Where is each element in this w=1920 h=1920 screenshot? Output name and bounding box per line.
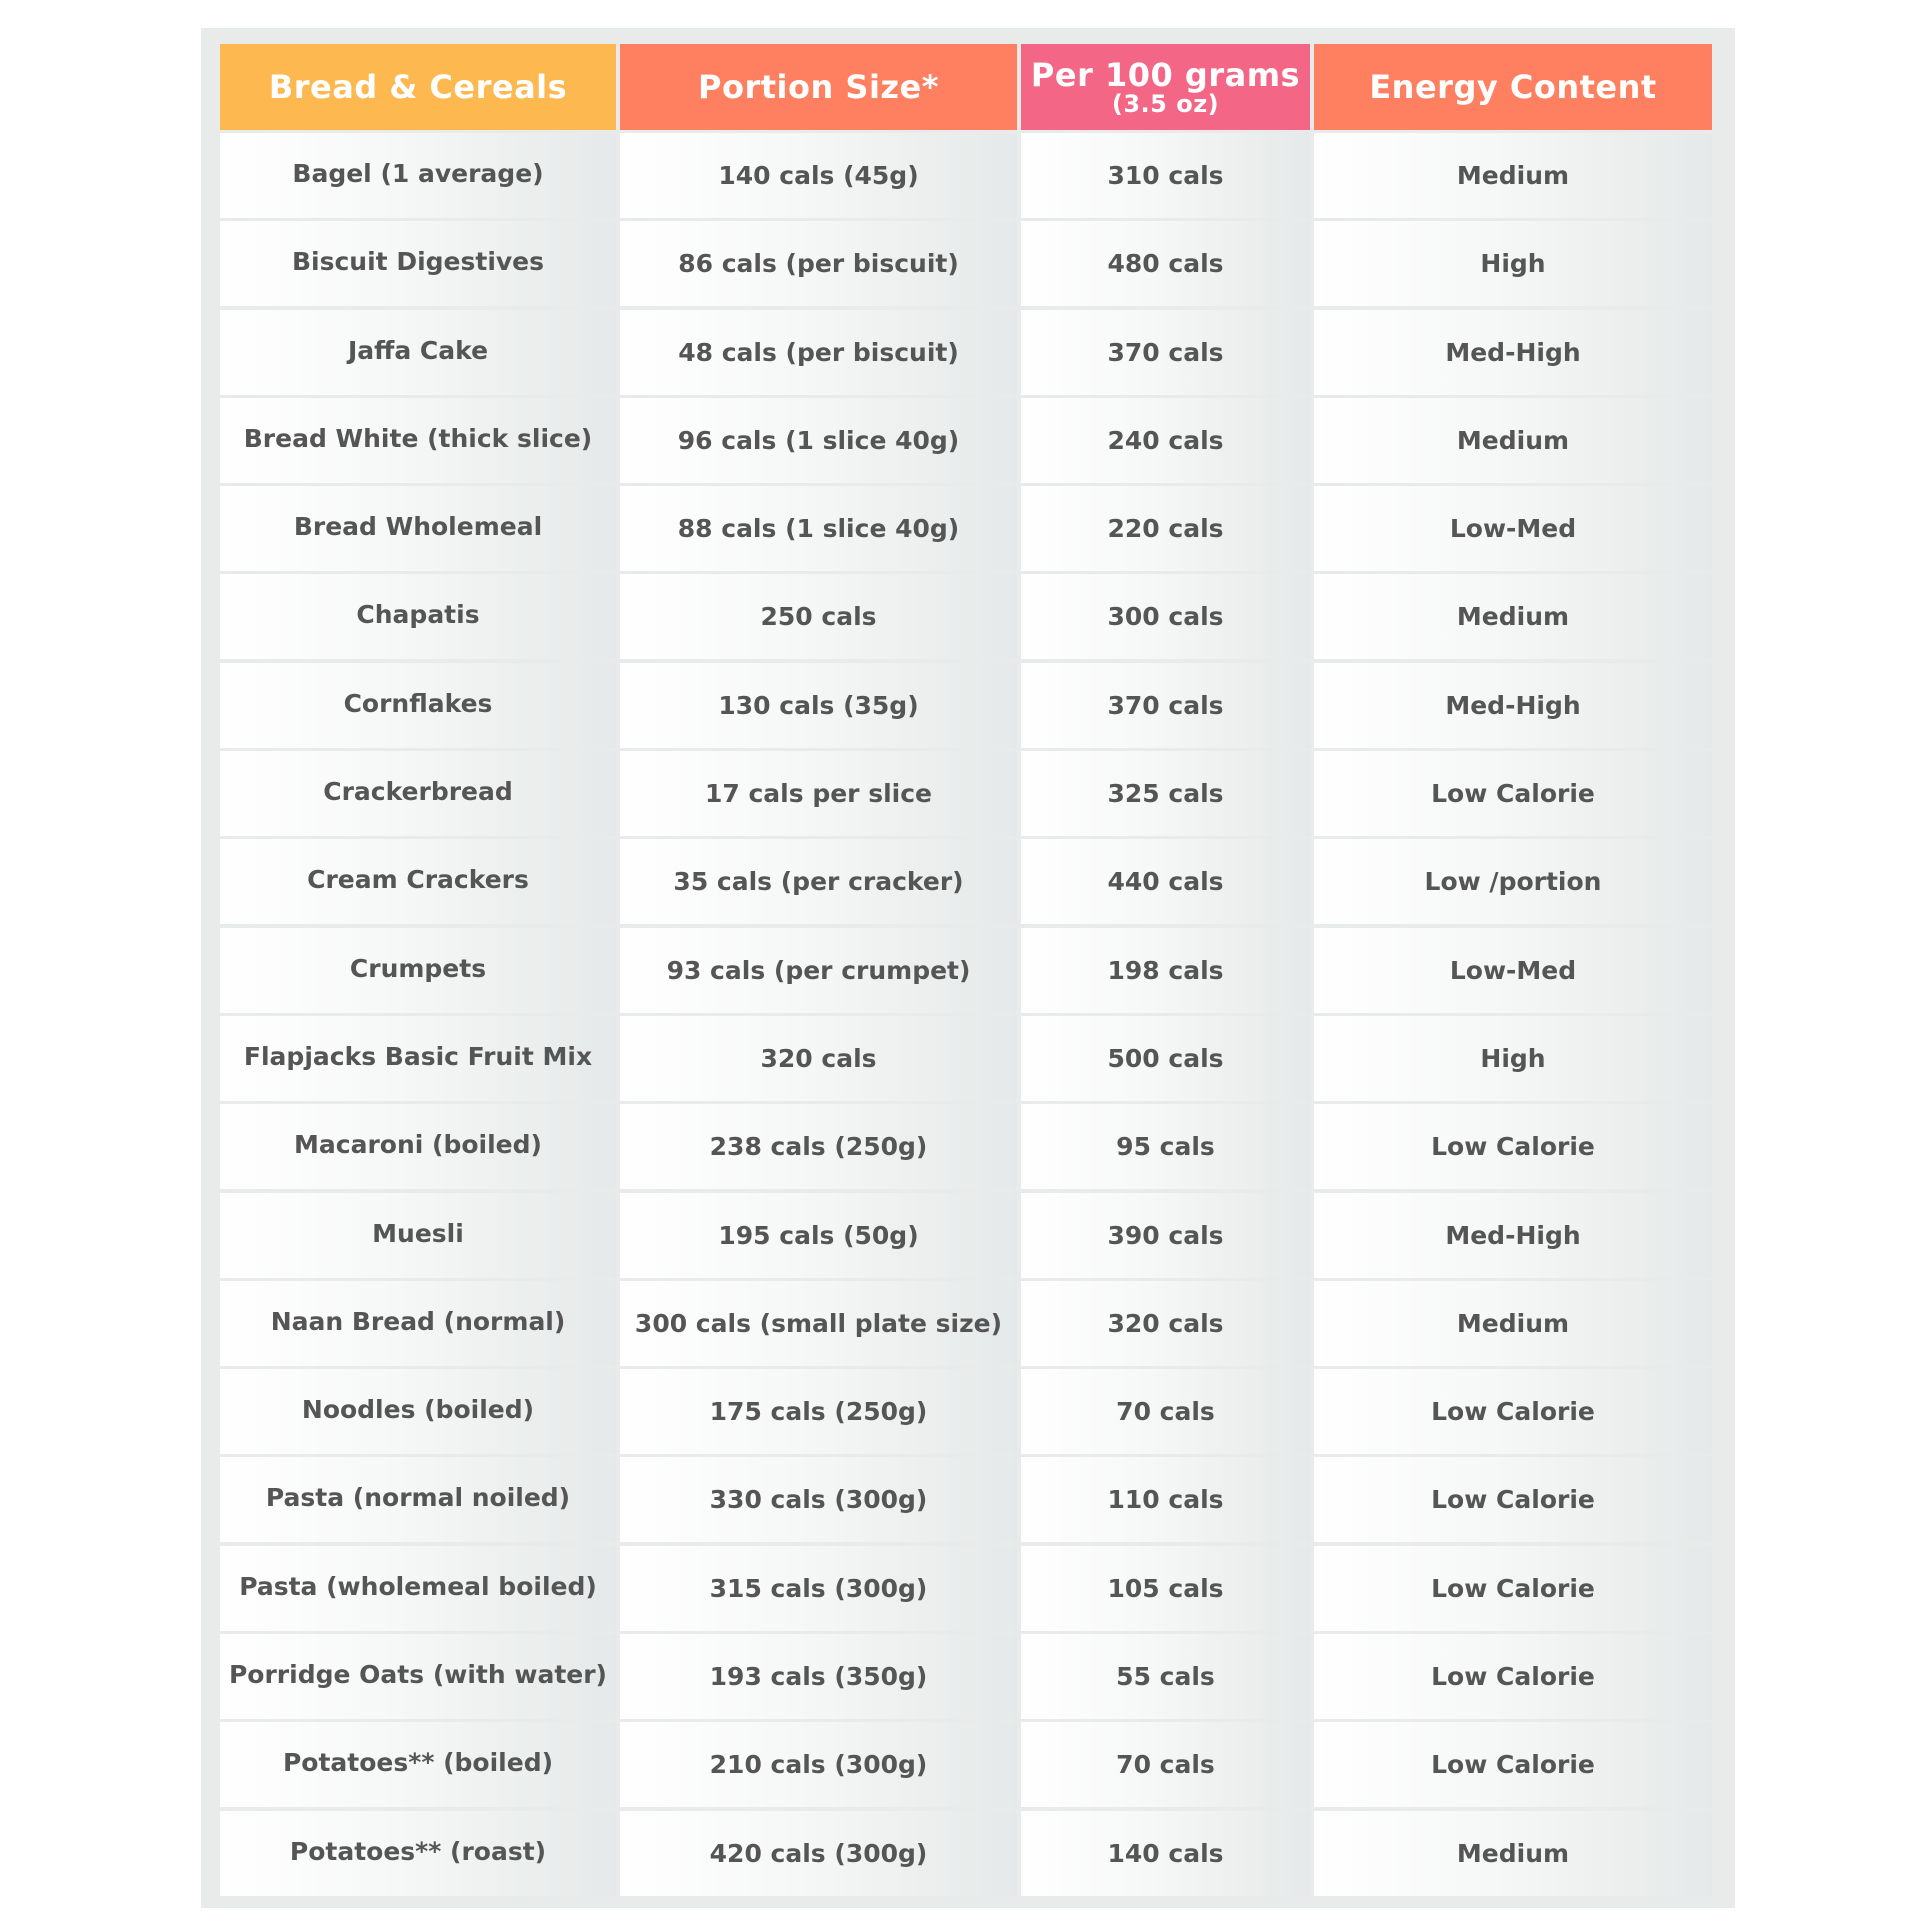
cell-food: [220, 1193, 616, 1278]
cell-portion-size-text: 238 cals (250g): [709, 1132, 928, 1162]
cell-per-100-grams: [1021, 839, 1310, 924]
cell-food-text: Cream Crackers: [307, 865, 529, 895]
cell-food: [220, 133, 616, 218]
cell-energy-content-text: Low-Med: [1449, 955, 1577, 985]
cell-energy-content: [1314, 310, 1712, 395]
cell-portion-size-text: 93 cals (per crumpet): [666, 955, 971, 985]
cell-energy-content-text: Low Calorie: [1431, 1662, 1595, 1692]
cell-food-text: Chapatis: [356, 600, 480, 630]
header-per-100-grams-label: Per 100 grams: [1030, 56, 1301, 94]
cell-portion-size: [620, 486, 1017, 571]
cell-portion-size-text: 48 cals (per biscuit): [678, 337, 959, 367]
table-row: [220, 1016, 1716, 1101]
cell-portion-size-text: 300 cals (small plate size): [634, 1308, 1003, 1338]
cell-energy-content-text: Low Calorie: [1431, 1485, 1595, 1515]
cell-portion-size: [620, 398, 1017, 483]
cell-food: [220, 221, 616, 306]
cell-food: [220, 1457, 616, 1542]
cell-food-text: Muesli: [372, 1218, 464, 1248]
cell-portion-size: [620, 1546, 1017, 1631]
cell-per-100-grams: [1021, 1369, 1310, 1454]
header-energy-content: [1314, 44, 1712, 130]
cell-per-100-grams: [1021, 310, 1310, 395]
cell-food-text: Noodles (boiled): [301, 1395, 535, 1425]
table-header-row: [220, 44, 1716, 130]
table-row: [220, 1281, 1716, 1366]
cell-food-text: Bread Wholemeal: [293, 512, 543, 542]
cell-per-100-grams-text: 480 cals: [1107, 249, 1224, 279]
cell-portion-size: [620, 221, 1017, 306]
cell-per-100-grams-text: 390 cals: [1107, 1220, 1224, 1250]
cell-energy-content-text: Low-Med: [1449, 514, 1577, 544]
cell-energy-content-text: Med-High: [1445, 337, 1581, 367]
cell-energy-content-text: Medium: [1456, 161, 1570, 190]
table-row: [220, 1722, 1716, 1807]
cell-energy-content-text: Low Calorie: [1431, 779, 1595, 809]
cell-energy-content: [1314, 398, 1712, 483]
cell-portion-size: [620, 663, 1017, 748]
cell-portion-size: [620, 928, 1017, 1013]
cell-energy-content: [1314, 1016, 1712, 1101]
cell-energy-content-text: Low Calorie: [1431, 1573, 1595, 1603]
cell-energy-content-text: High: [1480, 249, 1546, 279]
cell-energy-content: [1314, 1193, 1712, 1278]
cell-portion-size: [620, 1104, 1017, 1189]
cell-food-text: Cornflakes: [343, 688, 493, 718]
header-energy-content-label: Energy Content: [1369, 68, 1657, 106]
cell-per-100-grams: [1021, 1281, 1310, 1366]
cell-portion-size: [620, 1016, 1017, 1101]
header-bread-cereals-label: Bread & Cereals: [268, 68, 568, 106]
header-portion-size-label: Portion Size*: [698, 68, 939, 106]
cell-energy-content-text: Medium: [1456, 1308, 1570, 1338]
cell-food-text: Naan Bread (normal): [270, 1306, 566, 1336]
cell-food: [220, 1811, 616, 1896]
cell-energy-content: [1314, 663, 1712, 748]
cell-food: [220, 1016, 616, 1101]
cell-food-text: Biscuit Digestives: [291, 247, 545, 277]
cell-per-100-grams-text: 370 cals: [1107, 337, 1224, 367]
cell-energy-content: [1314, 751, 1712, 836]
cell-per-100-grams-text: 55 cals: [1116, 1662, 1215, 1692]
cell-portion-size: [620, 1281, 1017, 1366]
cell-per-100-grams: [1021, 1546, 1310, 1631]
cell-per-100-grams: [1021, 1016, 1310, 1101]
cell-portion-size: [620, 1193, 1017, 1278]
cell-food: [220, 1104, 616, 1189]
cell-energy-content: [1314, 1634, 1712, 1719]
cell-portion-size-text: 96 cals (1 slice 40g): [677, 425, 960, 455]
cell-per-100-grams-text: 110 cals: [1107, 1485, 1224, 1515]
cell-energy-content: [1314, 1811, 1712, 1896]
header-bread-cereals: [220, 44, 616, 130]
cell-energy-content-text: Medium: [1456, 602, 1570, 632]
cell-food: [220, 1546, 616, 1631]
cell-per-100-grams-text: 140 cals: [1107, 1838, 1224, 1868]
cell-per-100-grams-text: 310 cals: [1107, 161, 1224, 190]
cell-portion-size: [620, 1811, 1017, 1896]
cell-per-100-grams: [1021, 398, 1310, 483]
cell-energy-content: [1314, 1281, 1712, 1366]
cell-portion-size: [620, 1634, 1017, 1719]
cell-food: [220, 928, 616, 1013]
cell-food: [220, 663, 616, 748]
cell-portion-size: [620, 1369, 1017, 1454]
table-row: [220, 751, 1716, 836]
table-row: [220, 663, 1716, 748]
cell-portion-size-text: 320 cals: [760, 1043, 877, 1073]
table-row: [220, 928, 1716, 1013]
cell-food: [220, 1722, 616, 1807]
cell-energy-content: [1314, 928, 1712, 1013]
header-per-100-grams-sublabel: (3.5 oz): [1111, 90, 1220, 118]
cell-per-100-grams-text: 500 cals: [1107, 1043, 1224, 1073]
cell-portion-size: [620, 310, 1017, 395]
cell-food-text: Pasta (normal noiled): [265, 1483, 571, 1513]
calorie-table: [220, 44, 1716, 1899]
table-row: [220, 839, 1716, 924]
cell-energy-content: [1314, 486, 1712, 571]
table-row: [220, 486, 1716, 571]
cell-per-100-grams: [1021, 486, 1310, 571]
cell-per-100-grams-text: 105 cals: [1107, 1573, 1224, 1603]
cell-per-100-grams-text: 95 cals: [1116, 1132, 1215, 1162]
cell-energy-content-text: Low Calorie: [1431, 1397, 1595, 1427]
cell-food-text: Pasta (wholemeal boiled): [239, 1571, 597, 1601]
header-portion-size: [620, 44, 1017, 130]
table-row: [220, 1634, 1716, 1719]
cell-per-100-grams: [1021, 928, 1310, 1013]
cell-portion-size-text: 315 cals (300g): [709, 1573, 928, 1603]
cell-per-100-grams-text: 240 cals: [1107, 425, 1224, 455]
cell-energy-content-text: Medium: [1456, 1838, 1570, 1868]
cell-per-100-grams: [1021, 1193, 1310, 1278]
cell-per-100-grams-text: 440 cals: [1107, 867, 1224, 897]
cell-portion-size-text: 86 cals (per biscuit): [678, 249, 959, 279]
cell-food-text: Macaroni (boiled): [294, 1130, 542, 1160]
cell-energy-content: [1314, 221, 1712, 306]
table-row: [220, 398, 1716, 483]
cell-food: [220, 398, 616, 483]
cell-per-100-grams: [1021, 221, 1310, 306]
cell-food-text: Flapjacks Basic Fruit Mix: [243, 1041, 593, 1071]
table-row: [220, 574, 1716, 659]
cell-energy-content-text: Med-High: [1445, 690, 1581, 720]
cell-energy-content-text: Med-High: [1445, 1220, 1581, 1250]
cell-energy-content: [1314, 1457, 1712, 1542]
cell-energy-content-text: Low Calorie: [1431, 1132, 1595, 1162]
cell-portion-size-text: 195 cals (50g): [718, 1220, 919, 1250]
table-body: [220, 133, 1716, 1896]
cell-per-100-grams: [1021, 1634, 1310, 1719]
table-row: [220, 1546, 1716, 1631]
cell-portion-size: [620, 133, 1017, 218]
cell-per-100-grams: [1021, 1722, 1310, 1807]
cell-food-text: Bread White (thick slice): [243, 423, 593, 453]
table-row: [220, 1193, 1716, 1278]
table-row: [220, 221, 1716, 306]
cell-portion-size: [620, 1722, 1017, 1807]
cell-portion-size-text: 140 cals (45g): [718, 161, 919, 190]
cell-per-100-grams: [1021, 574, 1310, 659]
cell-portion-size-text: 17 cals per slice: [704, 779, 932, 809]
table-row: [220, 1457, 1716, 1542]
cell-portion-size: [620, 839, 1017, 924]
cell-per-100-grams-text: 325 cals: [1107, 779, 1224, 809]
cell-per-100-grams-text: 300 cals: [1107, 602, 1224, 632]
cell-energy-content: [1314, 1104, 1712, 1189]
cell-portion-size-text: 35 cals (per cracker): [673, 867, 964, 897]
cell-portion-size-text: 420 cals (300g): [709, 1838, 928, 1868]
cell-per-100-grams: [1021, 663, 1310, 748]
table-row: [220, 310, 1716, 395]
table-row: [220, 1811, 1716, 1896]
cell-food: [220, 574, 616, 659]
table-row: [220, 1369, 1716, 1454]
cell-food: [220, 1281, 616, 1366]
cell-portion-size-text: 175 cals (250g): [709, 1397, 928, 1427]
cell-food-text: Porridge Oats (with water): [228, 1660, 607, 1690]
cell-portion-size: [620, 1457, 1017, 1542]
cell-food: [220, 310, 616, 395]
cell-food-text: Bagel (1 average): [292, 159, 544, 188]
cell-per-100-grams-text: 198 cals: [1107, 955, 1224, 985]
cell-per-100-grams-text: 70 cals: [1116, 1397, 1215, 1427]
cell-energy-content-text: Medium: [1456, 425, 1570, 455]
cell-food-text: Crumpets: [349, 953, 487, 983]
cell-portion-size-text: 88 cals (1 slice 40g): [677, 514, 960, 544]
cell-per-100-grams: [1021, 1457, 1310, 1542]
cell-food: [220, 1634, 616, 1719]
cell-food: [220, 839, 616, 924]
cell-per-100-grams: [1021, 133, 1310, 218]
cell-food-text: Jaffa Cake: [347, 335, 489, 365]
cell-per-100-grams-text: 70 cals: [1116, 1750, 1215, 1780]
cell-energy-content: [1314, 1546, 1712, 1631]
cell-food-text: Potatoes** (roast): [289, 1836, 547, 1866]
cell-portion-size-text: 193 cals (350g): [709, 1662, 928, 1692]
cell-energy-content: [1314, 839, 1712, 924]
cell-per-100-grams: [1021, 1104, 1310, 1189]
cell-energy-content-text: Low Calorie: [1431, 1750, 1595, 1780]
cell-per-100-grams: [1021, 751, 1310, 836]
cell-portion-size-text: 250 cals: [760, 602, 877, 632]
cell-per-100-grams-text: 370 cals: [1107, 690, 1224, 720]
cell-food-text: Potatoes** (boiled): [282, 1748, 554, 1778]
cell-energy-content: [1314, 133, 1712, 218]
table-row: [220, 1104, 1716, 1189]
cell-portion-size: [620, 574, 1017, 659]
cell-portion-size-text: 210 cals (300g): [709, 1750, 928, 1780]
cell-food: [220, 486, 616, 571]
cell-energy-content-text: Low /portion: [1424, 867, 1602, 897]
cell-energy-content: [1314, 1369, 1712, 1454]
cell-portion-size-text: 330 cals (300g): [709, 1485, 928, 1515]
cell-per-100-grams-text: 320 cals: [1107, 1308, 1224, 1338]
cell-portion-size-text: 130 cals (35g): [718, 690, 919, 720]
cell-food: [220, 751, 616, 836]
cell-portion-size: [620, 751, 1017, 836]
cell-energy-content: [1314, 1722, 1712, 1807]
cell-energy-content-text: High: [1480, 1043, 1546, 1073]
cell-per-100-grams: [1021, 1811, 1310, 1896]
cell-food-text: Crackerbread: [323, 777, 513, 807]
header-per-100-grams: [1021, 44, 1310, 130]
cell-per-100-grams-text: 220 cals: [1107, 514, 1224, 544]
cell-food: [220, 1369, 616, 1454]
table-row: [220, 133, 1716, 218]
cell-energy-content: [1314, 574, 1712, 659]
